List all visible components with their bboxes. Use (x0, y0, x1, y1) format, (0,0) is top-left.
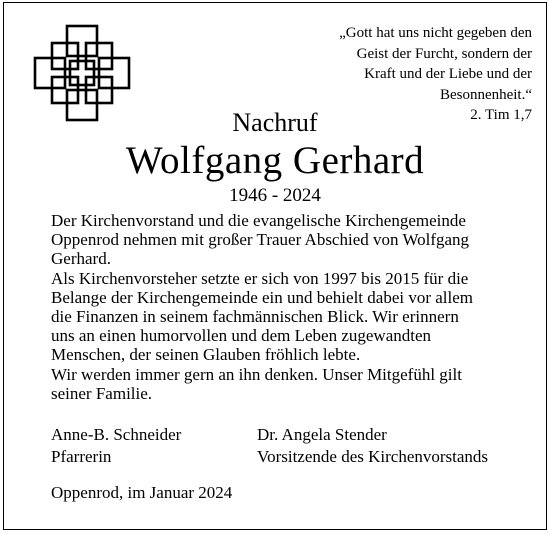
quote-line: Besonnenheit.“ (439, 86, 532, 103)
body-line: Als Kirchenvorsteher setzte er sich von 1997 bis 2015 für die (51, 268, 469, 288)
signature-chair (257, 425, 488, 467)
quote-reference: 2. Tim 1,7 (470, 107, 532, 124)
body-line: Wir werden immer gern an ihn denken. Unser Mitgefühl gilt (51, 364, 462, 384)
life-years: 1946 - 2024 (229, 185, 321, 206)
obituary-notice (3, 2, 547, 530)
signatory-name: Dr. Angela Stender (257, 425, 387, 444)
body-line: Oppenrod nehmen mit großer Trauer Abschied von Wolfgang (51, 230, 470, 250)
body-line: seiner Familie. (51, 383, 153, 403)
quote-line: Kraft und der Liebe und der (364, 66, 532, 83)
body-line: uns an einen humorvollen und dem Leben zugewandten (51, 326, 432, 346)
body-line: Belange der Kirchengemeinde ein und behielt dabei vor allem (51, 287, 474, 307)
quote-line: „Gott hat uns nicht gegeben den (339, 25, 532, 41)
signatory-name: Anne-B. Schneider (51, 425, 182, 444)
body-line: die Finanzen in seinem fachmännischen Blick. Wir erinnern (51, 307, 459, 327)
body-line: Gerhard. (51, 249, 111, 269)
quote-line: Geist der Furcht, sondern der (356, 45, 532, 62)
signatory-role: Vorsitzende des Kirchenvorstands (257, 447, 489, 466)
notice-title: Nachruf (232, 108, 318, 137)
signature-pastor (51, 425, 181, 467)
notice-body (51, 211, 521, 403)
body-line: Menschen, der seinen Glauben fröhlich lebte. (51, 345, 361, 365)
place-date: Oppenrod, im Januar 2024 (51, 483, 233, 502)
deceased-name: Wolfgang Gerhard (125, 139, 425, 182)
body-line: Der Kirchenvorstand und die evangelische Kirchengemeinde (51, 211, 466, 230)
signatory-role: Pfarrerin (51, 447, 112, 466)
